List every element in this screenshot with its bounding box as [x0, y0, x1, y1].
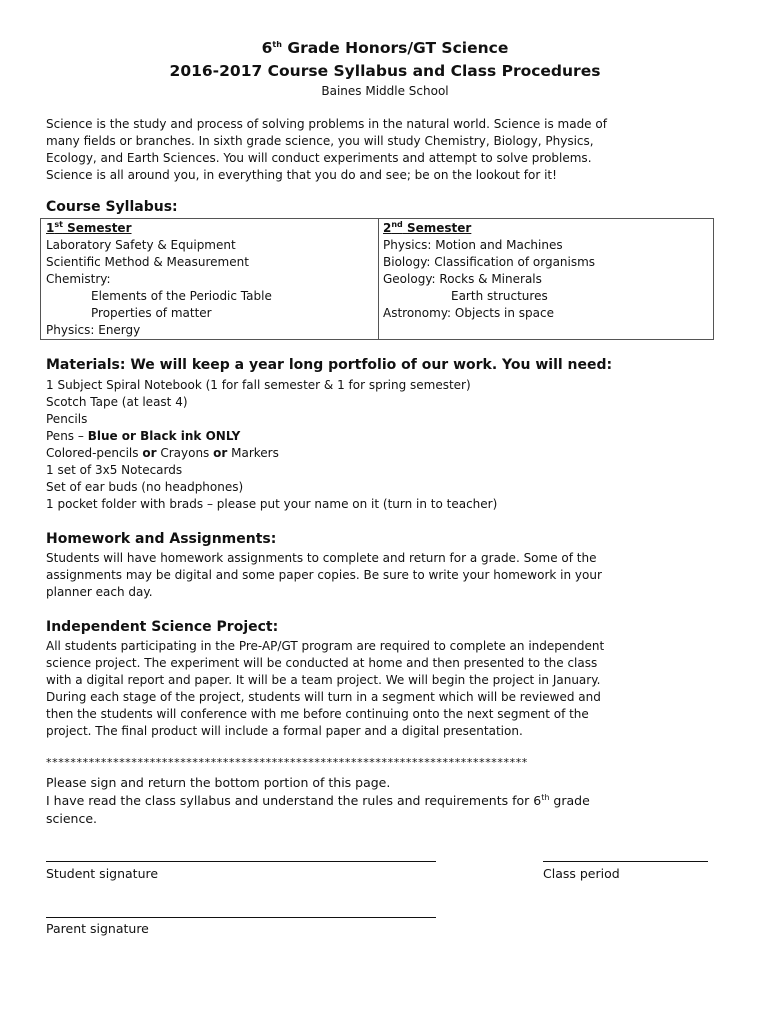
student-signature-label: Student signature — [46, 866, 159, 881]
project-heading: Independent Science Project: — [46, 619, 279, 635]
title-grade-number: 6 — [261, 39, 273, 57]
signoff-line: Please sign and return the bottom portion of this page. — [46, 775, 391, 790]
syllabus-item: Physics: Motion and Machines — [383, 238, 563, 252]
materials-item: 1 pocket folder with brads – please put your name on it (turn in to teacher) — [46, 497, 498, 511]
project-line: then the students will conference with me before continuing onto the next segment of the — [46, 707, 589, 721]
syllabus-item: Physics: Energy — [46, 323, 141, 337]
project-line: with a digital report and paper. It will be a team project. We will begin the project in January. — [46, 673, 601, 687]
syllabus-subitem: Earth structures — [451, 289, 548, 303]
semester-1-column — [46, 220, 272, 339]
materials-item: 1 Subject Spiral Notebook (1 for fall semester & 1 for spring semester) — [46, 378, 471, 392]
homework-heading: Homework and Assignments: — [46, 531, 277, 547]
project-line: science project. The experiment will be conducted at home and then presented to the class — [46, 656, 598, 670]
materials-item-colors: Colored-pencils or Crayons or Markers — [46, 446, 279, 460]
syllabus-item: Geology: Rocks & Minerals — [383, 272, 542, 286]
syllabus-subitem: Properties of matter — [91, 306, 212, 320]
school-name: Baines Middle School — [321, 84, 449, 98]
materials-item: Scotch Tape (at least 4) — [46, 395, 188, 409]
syllabus-item: Scientific Method & Measurement — [46, 255, 249, 269]
parent-signature-label: Parent signature — [46, 921, 149, 936]
project-line: During each stage of the project, students will turn in a segment which will be reviewed and — [46, 690, 601, 704]
materials-item-pens: Pens – Blue or Black ink ONLY — [46, 429, 241, 443]
parent-signature-line[interactable] — [46, 917, 436, 918]
semester-1-heading: 1st Semester — [46, 220, 132, 235]
title-grade-suffix: th — [272, 39, 282, 49]
syllabus-table — [40, 218, 714, 340]
syllabus-item: Biology: Classification of organisms — [383, 255, 596, 269]
page-subtitle: 2016-2017 Course Syllabus and Class Procedures — [169, 62, 601, 80]
materials-list — [46, 377, 736, 513]
syllabus-item: Laboratory Safety & Equipment — [46, 238, 236, 252]
separator-stars: ******************************************************************************* — [46, 756, 528, 769]
signoff-text — [46, 774, 736, 828]
class-period-line[interactable] — [543, 861, 708, 862]
homework-line: planner each day. — [46, 585, 153, 599]
intro-line: Science is the study and process of solving problems in the natural world. Science is made of — [46, 117, 607, 131]
project-paragraph — [46, 638, 736, 740]
homework-paragraph — [46, 550, 736, 601]
intro-line: many fields or branches. In sixth grade science, you will study Chemistry, Biology, Physics, — [46, 134, 594, 148]
syllabus-item: Chemistry: — [46, 272, 111, 286]
materials-item: Pencils — [46, 412, 88, 426]
title-course-name: Grade Honors/GT Science — [281, 39, 509, 57]
signoff-line: science. — [46, 811, 98, 826]
homework-line: assignments may be digital and some paper copies. Be sure to write your homework in your — [46, 568, 602, 582]
materials-heading: Materials: We will keep a year long portfolio of our work. You will need: — [46, 357, 613, 373]
table-divider — [378, 219, 379, 339]
syllabus-subitem: Elements of the Periodic Table — [91, 289, 272, 303]
intro-paragraph — [46, 116, 736, 184]
semester-2-heading: 2nd Semester — [383, 220, 472, 235]
student-signature-line[interactable] — [46, 861, 436, 862]
project-line: project. The final product will include a formal paper and a digital presentation. — [46, 724, 523, 738]
signoff-line: I have read the class syllabus and understand the rules and requirements for 6th grade — [46, 792, 590, 808]
project-line: All students participating in the Pre-AP/GT program are required to complete an independent — [46, 639, 605, 653]
syllabus-heading: Course Syllabus: — [46, 199, 178, 215]
syllabus-item: Astronomy: Objects in space — [383, 306, 555, 320]
semester-2-column — [383, 220, 595, 322]
materials-item: Set of ear buds (no headphones) — [46, 480, 244, 494]
intro-line: Ecology, and Earth Sciences. You will conduct experiments and attempt to solve problems. — [46, 151, 592, 165]
materials-item: 1 set of 3x5 Notecards — [46, 463, 183, 477]
intro-line: Science is all around you, in everything that you do and see; be on the lookout for it! — [46, 168, 557, 182]
class-period-label: Class period — [543, 866, 620, 881]
homework-line: Students will have homework assignments to complete and return for a grade. Some of the — [46, 551, 597, 565]
page-title — [0, 39, 770, 57]
